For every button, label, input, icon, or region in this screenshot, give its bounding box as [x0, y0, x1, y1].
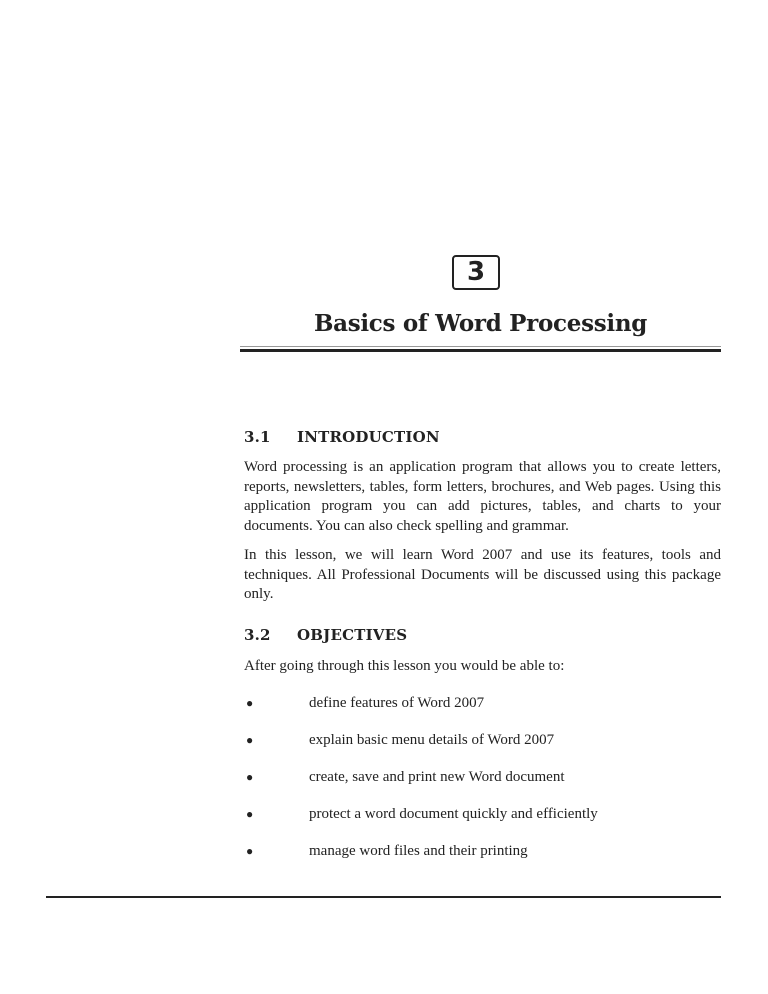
chapter-number-box: 3 — [452, 255, 500, 290]
section-number: 3.1 — [244, 428, 271, 446]
section-title: INTRODUCTION — [297, 428, 440, 446]
section-title: OBJECTIVES — [297, 625, 408, 644]
objectives-intro: After going through this lesson you would be able to: — [244, 657, 565, 674]
footer-rule — [46, 896, 721, 898]
bullet-icon: ● — [246, 733, 254, 747]
objective-text: manage word files and their printing — [309, 843, 528, 859]
title-rule-thick — [240, 349, 721, 352]
title-rule-thin — [240, 346, 721, 347]
objective-item — [244, 804, 721, 824]
intro-paragraph-2: In this lesson, we will learn Word 2007 and use its features, tools and techniques. All Professional Documents will be discussed using this package only. — [244, 547, 721, 602]
section-number: 3.2 — [244, 625, 271, 644]
bullet-icon: ● — [246, 696, 254, 710]
objective-item — [244, 693, 721, 713]
objective-item — [244, 767, 721, 787]
objective-text: define features of Word 2007 — [309, 695, 485, 711]
objective-item — [244, 841, 721, 861]
section-heading-objectives — [244, 625, 721, 645]
intro-paragraph-1: Word processing is an application program that allows you to create letters, reports, newsletters, tables, form letters, brochures, and Web pages. Using this application program you can add pictures, tables, and charts to your documents. You can also check spelling and grammar. — [244, 459, 721, 534]
objective-text: protect a word document quickly and efficiently — [309, 806, 598, 822]
objective-text: explain basic menu details of Word 2007 — [309, 732, 555, 748]
page-content — [244, 427, 721, 861]
objective-item — [244, 730, 721, 750]
bullet-icon: ● — [246, 844, 254, 858]
objective-text: create, save and print new Word document — [309, 769, 565, 785]
bullet-icon: ● — [246, 770, 254, 784]
chapter-title: Basics of Word Processing — [313, 310, 648, 337]
bullet-icon: ● — [246, 807, 254, 821]
section-heading-introduction — [244, 427, 721, 447]
